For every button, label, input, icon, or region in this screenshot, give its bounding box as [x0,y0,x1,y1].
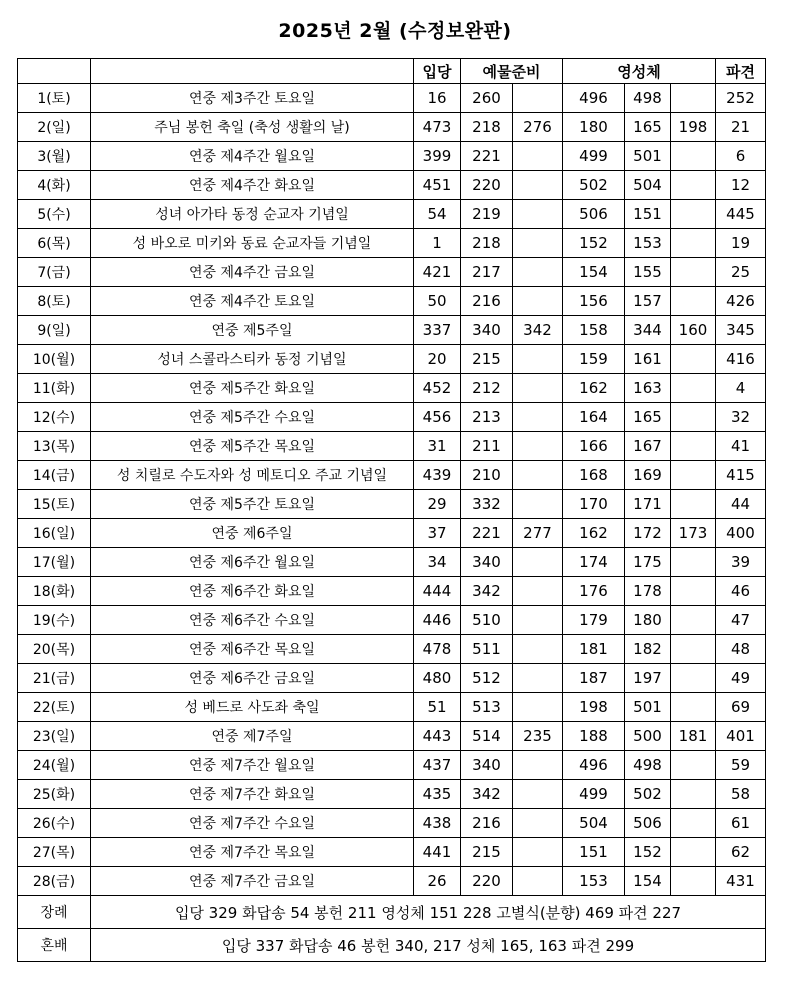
dismissal-cell: 46 [716,577,766,606]
preparation-cell-2 [513,345,563,374]
preparation-cell-2: 277 [513,519,563,548]
liturgy-name-cell: 연중 제4주간 금요일 [91,258,414,287]
communion-cell-2: 180 [625,606,671,635]
communion-cell-3 [671,171,716,200]
preparation-cell-2 [513,229,563,258]
liturgy-name-cell: 연중 제6주일 [91,519,414,548]
communion-cell-2: 154 [625,867,671,896]
entrance-cell: 437 [414,751,461,780]
communion-cell-3: 181 [671,722,716,751]
communion-cell-1: 496 [563,751,625,780]
table-row [18,258,766,287]
day-cell: 28(금) [18,867,91,896]
communion-cell-3 [671,403,716,432]
funeral-text: 입당 329 화답송 54 봉헌 211 영성체 151 228 고별식(분향) 469 파견 227 [91,896,766,929]
preparation-cell-2: 342 [513,316,563,345]
table-row [18,374,766,403]
table-row [18,229,766,258]
communion-cell-2: 169 [625,461,671,490]
communion-cell-2: 500 [625,722,671,751]
preparation-cell-1: 221 [461,519,513,548]
dismissal-cell: 41 [716,432,766,461]
liturgy-name-cell: 연중 제5주간 화요일 [91,374,414,403]
preparation-cell-1: 213 [461,403,513,432]
entrance-cell: 37 [414,519,461,548]
preparation-cell-1: 217 [461,258,513,287]
liturgy-name-cell: 연중 제6주간 수요일 [91,606,414,635]
preparation-cell-1: 219 [461,200,513,229]
header-entrance: 입당 [414,59,461,84]
communion-cell-2: 178 [625,577,671,606]
dismissal-cell: 21 [716,113,766,142]
liturgy-name-cell: 연중 제3주간 토요일 [91,84,414,113]
preparation-cell-1: 210 [461,461,513,490]
communion-cell-2: 498 [625,84,671,113]
communion-cell-1: 187 [563,664,625,693]
hymn-schedule-table [17,58,766,962]
entrance-cell: 446 [414,606,461,635]
dismissal-cell: 47 [716,606,766,635]
communion-cell-2: 153 [625,229,671,258]
preparation-cell-1: 221 [461,142,513,171]
communion-cell-3: 198 [671,113,716,142]
communion-cell-3 [671,809,716,838]
dismissal-cell: 62 [716,838,766,867]
preparation-cell-1: 220 [461,867,513,896]
table-row [18,751,766,780]
entrance-cell: 421 [414,258,461,287]
liturgy-name-cell: 연중 제7주간 금요일 [91,867,414,896]
communion-cell-3 [671,751,716,780]
table-row [18,490,766,519]
preparation-cell-2 [513,142,563,171]
communion-cell-2: 502 [625,780,671,809]
table-row [18,722,766,751]
entrance-cell: 456 [414,403,461,432]
preparation-cell-2 [513,838,563,867]
communion-cell-3 [671,664,716,693]
dismissal-cell: 445 [716,200,766,229]
liturgy-name-cell: 성녀 스콜라스티카 동정 기념일 [91,345,414,374]
communion-cell-1: 159 [563,345,625,374]
communion-cell-1: 152 [563,229,625,258]
communion-cell-3 [671,780,716,809]
communion-cell-1: 179 [563,606,625,635]
day-cell: 8(토) [18,287,91,316]
liturgy-name-cell: 연중 제6주간 목요일 [91,635,414,664]
liturgy-name-cell: 연중 제5주간 목요일 [91,432,414,461]
preparation-cell-2 [513,693,563,722]
dismissal-cell: 59 [716,751,766,780]
entrance-cell: 443 [414,722,461,751]
preparation-cell-1: 211 [461,432,513,461]
dismissal-cell: 6 [716,142,766,171]
communion-cell-2: 501 [625,693,671,722]
dismissal-cell: 400 [716,519,766,548]
liturgy-name-cell: 연중 제5주일 [91,316,414,345]
day-cell: 15(토) [18,490,91,519]
table-row [18,403,766,432]
entrance-cell: 399 [414,142,461,171]
communion-cell-2: 506 [625,809,671,838]
preparation-cell-2 [513,867,563,896]
communion-cell-3 [671,374,716,403]
communion-cell-2: 182 [625,635,671,664]
preparation-cell-2: 235 [513,722,563,751]
preparation-cell-1: 215 [461,838,513,867]
communion-cell-1: 499 [563,142,625,171]
entrance-cell: 441 [414,838,461,867]
communion-cell-2: 498 [625,751,671,780]
communion-cell-1: 162 [563,519,625,548]
entrance-cell: 51 [414,693,461,722]
day-cell: 14(금) [18,461,91,490]
dismissal-cell: 401 [716,722,766,751]
preparation-cell-2 [513,461,563,490]
preparation-cell-1: 340 [461,751,513,780]
table-row [18,200,766,229]
communion-cell-2: 155 [625,258,671,287]
liturgy-name-cell: 연중 제4주간 화요일 [91,171,414,200]
communion-cell-1: 174 [563,548,625,577]
communion-cell-1: 162 [563,374,625,403]
table-row [18,693,766,722]
header-name [91,59,414,84]
communion-cell-1: 506 [563,200,625,229]
preparation-cell-2 [513,84,563,113]
liturgy-name-cell: 성녀 아가타 동정 순교자 기념일 [91,200,414,229]
liturgy-name-cell: 연중 제7주간 월요일 [91,751,414,780]
day-cell: 4(화) [18,171,91,200]
preparation-cell-1: 511 [461,635,513,664]
entrance-cell: 50 [414,287,461,316]
liturgy-name-cell: 연중 제7주간 수요일 [91,809,414,838]
liturgy-name-cell: 연중 제7주일 [91,722,414,751]
dismissal-cell: 252 [716,84,766,113]
day-cell: 1(토) [18,84,91,113]
header-row [18,59,766,84]
communion-cell-1: 170 [563,490,625,519]
day-cell: 3(월) [18,142,91,171]
communion-cell-3 [671,345,716,374]
communion-cell-3 [671,84,716,113]
preparation-cell-1: 342 [461,577,513,606]
communion-cell-3 [671,635,716,664]
entrance-cell: 438 [414,809,461,838]
day-cell: 27(목) [18,838,91,867]
liturgy-name-cell: 연중 제7주간 화요일 [91,780,414,809]
liturgy-name-cell: 연중 제6주간 화요일 [91,577,414,606]
communion-cell-1: 504 [563,809,625,838]
dismissal-cell: 12 [716,171,766,200]
dismissal-cell: 416 [716,345,766,374]
preparation-cell-1: 216 [461,809,513,838]
communion-cell-3 [671,606,716,635]
dismissal-cell: 39 [716,548,766,577]
preparation-cell-1: 215 [461,345,513,374]
preparation-cell-2 [513,664,563,693]
preparation-cell-2 [513,287,563,316]
funeral-row [18,896,766,929]
preparation-cell-1: 340 [461,316,513,345]
communion-cell-2: 501 [625,142,671,171]
entrance-cell: 54 [414,200,461,229]
communion-cell-1: 156 [563,287,625,316]
preparation-cell-1: 514 [461,722,513,751]
preparation-cell-1: 218 [461,229,513,258]
day-cell: 18(화) [18,577,91,606]
communion-cell-2: 152 [625,838,671,867]
dismissal-cell: 58 [716,780,766,809]
liturgy-name-cell: 연중 제5주간 토요일 [91,490,414,519]
preparation-cell-1: 342 [461,780,513,809]
communion-cell-1: 181 [563,635,625,664]
day-cell: 24(월) [18,751,91,780]
day-cell: 12(수) [18,403,91,432]
communion-cell-3 [671,229,716,258]
preparation-cell-2 [513,258,563,287]
entrance-cell: 29 [414,490,461,519]
entrance-cell: 34 [414,548,461,577]
wedding-row [18,929,766,962]
preparation-cell-2 [513,200,563,229]
communion-cell-3 [671,838,716,867]
day-cell: 16(일) [18,519,91,548]
day-cell: 9(일) [18,316,91,345]
preparation-cell-2 [513,171,563,200]
preparation-cell-2 [513,577,563,606]
communion-cell-1: 158 [563,316,625,345]
communion-cell-2: 157 [625,287,671,316]
day-cell: 7(금) [18,258,91,287]
day-cell: 11(화) [18,374,91,403]
table-row [18,432,766,461]
day-cell: 21(금) [18,664,91,693]
preparation-cell-1: 340 [461,548,513,577]
table-row [18,548,766,577]
communion-cell-2: 165 [625,113,671,142]
communion-cell-1: 153 [563,867,625,896]
liturgy-name-cell: 연중 제7주간 목요일 [91,838,414,867]
communion-cell-3 [671,461,716,490]
communion-cell-2: 171 [625,490,671,519]
communion-cell-3 [671,490,716,519]
entrance-cell: 31 [414,432,461,461]
dismissal-cell: 415 [716,461,766,490]
communion-cell-1: 164 [563,403,625,432]
preparation-cell-1: 512 [461,664,513,693]
header-day [18,59,91,84]
liturgy-name-cell: 성 바오로 미키와 동료 순교자들 기념일 [91,229,414,258]
communion-cell-1: 154 [563,258,625,287]
communion-cell-2: 163 [625,374,671,403]
dismissal-cell: 25 [716,258,766,287]
table-row [18,577,766,606]
day-cell: 22(토) [18,693,91,722]
table-row [18,84,766,113]
communion-cell-1: 188 [563,722,625,751]
entrance-cell: 451 [414,171,461,200]
liturgy-name-cell: 연중 제4주간 토요일 [91,287,414,316]
dismissal-cell: 69 [716,693,766,722]
entrance-cell: 444 [414,577,461,606]
day-cell: 19(수) [18,606,91,635]
table-row [18,809,766,838]
preparation-cell-2 [513,635,563,664]
dismissal-cell: 49 [716,664,766,693]
communion-cell-2: 167 [625,432,671,461]
communion-cell-2: 504 [625,171,671,200]
entrance-cell: 1 [414,229,461,258]
funeral-label: 장례 [18,896,91,929]
communion-cell-1: 198 [563,693,625,722]
wedding-text: 입당 337 화답송 46 봉헌 340, 217 성체 165, 163 파견 299 [91,929,766,962]
entrance-cell: 26 [414,867,461,896]
entrance-cell: 435 [414,780,461,809]
liturgy-name-cell: 연중 제6주간 금요일 [91,664,414,693]
table-row [18,838,766,867]
entrance-cell: 473 [414,113,461,142]
communion-cell-3 [671,867,716,896]
table-row [18,635,766,664]
day-cell: 5(수) [18,200,91,229]
dismissal-cell: 345 [716,316,766,345]
table-row [18,287,766,316]
communion-cell-1: 168 [563,461,625,490]
table-row [18,780,766,809]
dismissal-cell: 426 [716,287,766,316]
preparation-cell-1: 513 [461,693,513,722]
dismissal-cell: 431 [716,867,766,896]
table-row [18,519,766,548]
liturgy-name-cell: 연중 제4주간 월요일 [91,142,414,171]
communion-cell-2: 172 [625,519,671,548]
preparation-cell-2 [513,374,563,403]
preparation-cell-1: 216 [461,287,513,316]
communion-cell-1: 502 [563,171,625,200]
communion-cell-3 [671,258,716,287]
liturgy-name-cell: 주님 봉헌 축일 (축성 생활의 날) [91,113,414,142]
day-cell: 25(화) [18,780,91,809]
preparation-cell-2 [513,809,563,838]
preparation-cell-2 [513,432,563,461]
communion-cell-2: 344 [625,316,671,345]
day-cell: 2(일) [18,113,91,142]
communion-cell-3 [671,693,716,722]
communion-cell-1: 496 [563,84,625,113]
communion-cell-2: 165 [625,403,671,432]
header-preparation: 예물준비 [461,59,563,84]
preparation-cell-1: 332 [461,490,513,519]
dismissal-cell: 44 [716,490,766,519]
preparation-cell-1: 510 [461,606,513,635]
table-row [18,461,766,490]
entrance-cell: 439 [414,461,461,490]
preparation-cell-2 [513,548,563,577]
preparation-cell-2 [513,780,563,809]
communion-cell-2: 175 [625,548,671,577]
header-communion: 영성체 [563,59,716,84]
communion-cell-3: 160 [671,316,716,345]
table-row [18,171,766,200]
preparation-cell-1: 260 [461,84,513,113]
dismissal-cell: 61 [716,809,766,838]
communion-cell-2: 197 [625,664,671,693]
table-row [18,664,766,693]
entrance-cell: 478 [414,635,461,664]
table-row [18,867,766,896]
communion-cell-2: 151 [625,200,671,229]
day-cell: 6(목) [18,229,91,258]
communion-cell-3 [671,287,716,316]
header-dismissal: 파견 [716,59,766,84]
communion-cell-1: 151 [563,838,625,867]
communion-cell-2: 161 [625,345,671,374]
table-row [18,113,766,142]
preparation-cell-2 [513,403,563,432]
day-cell: 10(월) [18,345,91,374]
preparation-cell-1: 220 [461,171,513,200]
liturgy-name-cell: 연중 제6주간 월요일 [91,548,414,577]
wedding-label: 혼배 [18,929,91,962]
entrance-cell: 16 [414,84,461,113]
preparation-cell-2 [513,606,563,635]
table-row [18,316,766,345]
communion-cell-1: 180 [563,113,625,142]
liturgy-name-cell: 성 베드로 사도좌 축일 [91,693,414,722]
table-row [18,142,766,171]
dismissal-cell: 48 [716,635,766,664]
preparation-cell-1: 212 [461,374,513,403]
table-row [18,345,766,374]
communion-cell-1: 166 [563,432,625,461]
day-cell: 23(일) [18,722,91,751]
communion-cell-3 [671,200,716,229]
preparation-cell-2 [513,751,563,780]
communion-cell-3 [671,548,716,577]
communion-cell-3 [671,432,716,461]
entrance-cell: 480 [414,664,461,693]
liturgy-name-cell: 연중 제5주간 수요일 [91,403,414,432]
day-cell: 17(월) [18,548,91,577]
entrance-cell: 452 [414,374,461,403]
dismissal-cell: 4 [716,374,766,403]
preparation-cell-1: 218 [461,113,513,142]
communion-cell-3: 173 [671,519,716,548]
entrance-cell: 337 [414,316,461,345]
preparation-cell-2 [513,490,563,519]
dismissal-cell: 19 [716,229,766,258]
communion-cell-3 [671,577,716,606]
communion-cell-3 [671,142,716,171]
day-cell: 13(목) [18,432,91,461]
entrance-cell: 20 [414,345,461,374]
day-cell: 26(수) [18,809,91,838]
communion-cell-1: 499 [563,780,625,809]
liturgy-name-cell: 성 치릴로 수도자와 성 메토디오 주교 기념일 [91,461,414,490]
preparation-cell-2: 276 [513,113,563,142]
dismissal-cell: 32 [716,403,766,432]
page-title: 2025년 2월 (수정보완판) [278,20,512,42]
communion-cell-1: 176 [563,577,625,606]
day-cell: 20(목) [18,635,91,664]
table-row [18,606,766,635]
